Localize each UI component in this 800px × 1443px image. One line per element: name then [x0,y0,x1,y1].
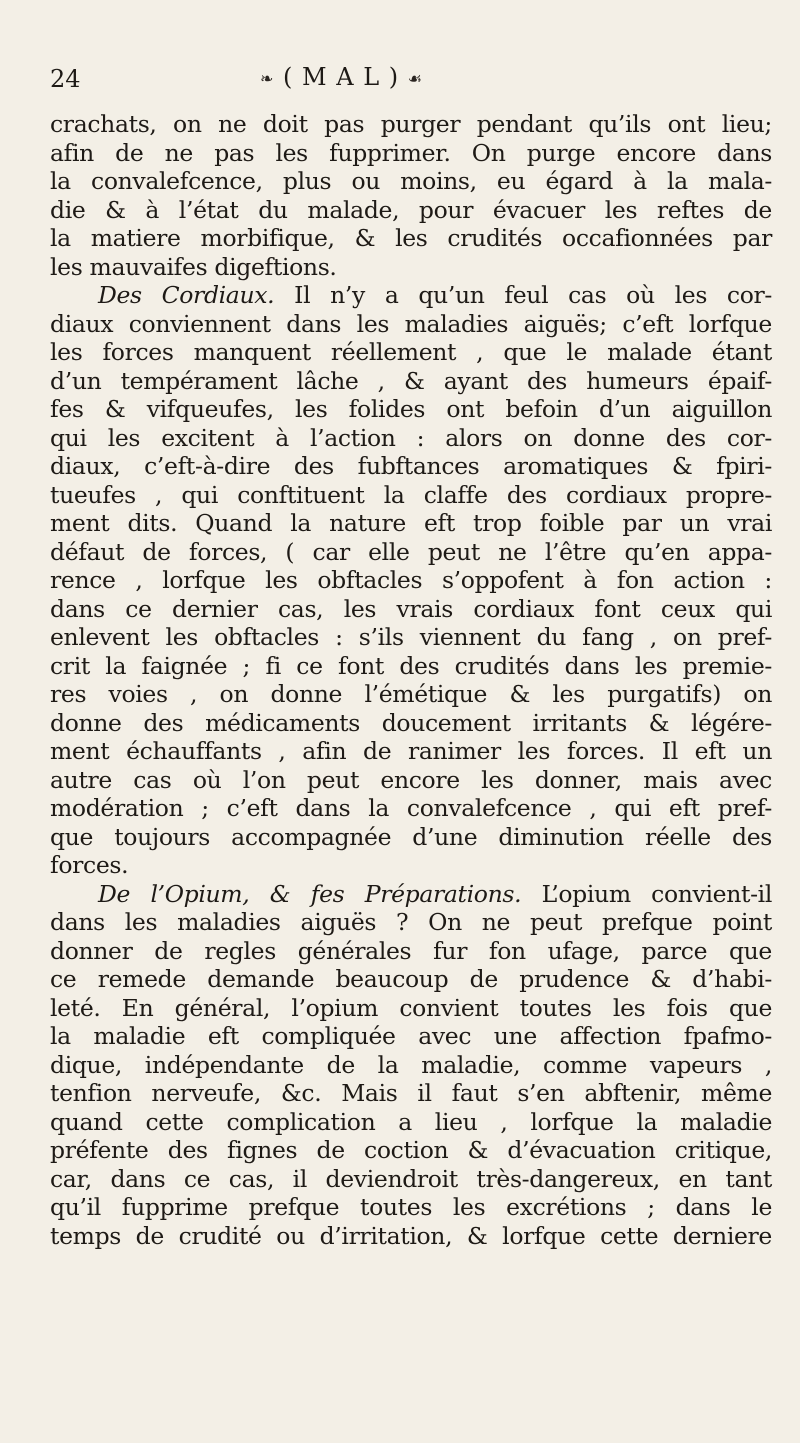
line-text: tenfion nerveufe, &c. Mais il faut s’en abftenir, même [50,1079,772,1107]
line-text: dique, indépendante de la maladie, comme vapeurs , [50,1050,772,1079]
line-text: la maladie eft compliquée avec une affection fpafmo- [50,1022,772,1050]
line-text: fes & vifqueufes, les folides ont befoin d’un aiguillon [50,395,772,423]
line-text: afin de ne pas les fupprimer. On purge encore dans [50,138,772,167]
line-text: car, dans ce cas, il deviendroit très-dangereux, en tant [50,1164,772,1193]
line-text: temps de crudité ou d’irritation, & lorfque cette derniere [50,1221,772,1250]
text-line [50,766,772,795]
text-line [50,139,772,168]
line-text: dans les maladies aiguës ? On ne peut prefque point [50,908,772,936]
book-page [50,58,772,1250]
line-text: ment échauffants , afin de ranimer les forces. Il eft un [50,737,772,765]
text-line [50,538,772,567]
line-text: forces. [50,851,129,879]
line-text: die & à l’état du malade, pour évacuer les reftes de [50,195,772,224]
text-line [50,338,772,367]
line-text: donner de regles générales fur fon ufage, parce que [50,936,772,965]
line-text: Il n’y a qu’un feul cas où les cor- [274,281,772,309]
text-line [50,680,772,709]
text-line [50,424,772,453]
text-line [50,481,772,510]
line-text: autre cas où l’on peut encore les donner, mais avec [50,765,772,794]
text-line [50,1165,772,1194]
text-line [50,1051,772,1080]
text-line [50,253,772,282]
text-line [50,623,772,652]
line-text: la convalefcence, plus ou moins, eu égard à la mala- [50,167,772,195]
text-line [50,452,772,481]
right-ornament-icon: ☙ [407,68,424,88]
line-text: ce remede demande beaucoup de prudence & d’habi- [50,965,772,993]
line-text: leté. En général, l’opium convient toutes les fois que [50,993,772,1022]
line-text: défaut de forces, ( car elle peut ne l’être qu’en appa- [50,537,772,566]
line-text: L’opium convient-il [521,879,773,908]
text-line [50,395,772,424]
line-text: qui les excitent à l’action : alors on donne des cor- [50,423,772,452]
line-text: donne des médicaments doucement irritants & légére- [50,708,772,737]
line-text: la matiere morbifique, & les crudités occafionnées par [50,224,772,252]
text-line [50,1108,772,1137]
line-text: enlevent les obftacles : s’ils viennent du fang , on pref- [50,623,772,651]
line-text: les mauvaifes digeftions. [50,252,337,281]
text-line [50,965,772,994]
text-line [50,281,772,310]
text-line [50,880,772,909]
page-number: 24 [50,65,81,93]
left-ornament-icon: ❧ [260,68,275,88]
page-header [50,58,772,104]
line-text: tueufes , qui conftituent la claffe des cordiaux propre- [50,480,772,509]
line-text: d’un tempérament lâche , & ayant des humeurs épaif- [50,366,772,395]
text-line [50,652,772,681]
line-text: modération ; c’eft dans la convalefcence , qui eft pref- [50,794,772,822]
text-line [50,509,772,538]
text-line [50,1193,772,1222]
line-text: res voies , on donne l’émétique & les purgatifs) on [50,680,772,708]
line-text: les forces manquent réellement , que le malade étant [50,338,772,366]
line-text: qu’il fupprime prefque toutes les excrétions ; dans le [50,1193,772,1221]
line-text: crit la faignée ; fi ce font des crudités dans les premie- [50,651,772,680]
text-line [50,1222,772,1251]
line-text: ment dits. Quand la nature eft trop foible par un vrai [50,509,772,537]
line-text: crachats, on ne doit pas purger pendant qu’ils ont lieu; [50,110,772,138]
text-line [50,908,772,937]
text-line [50,737,772,766]
line-text: préfente des fignes de coction & d’évacuation critique, [50,1136,772,1164]
body-text [50,110,772,1250]
text-line [50,823,772,852]
text-line [50,367,772,396]
text-line [50,224,772,253]
text-line [50,167,772,196]
section-title: Des Cordiaux. [98,281,275,309]
text-line [50,1136,772,1165]
line-text: dans ce dernier cas, les vrais cordiaux font ceux qui [50,594,772,623]
text-line [50,709,772,738]
line-text: diaux conviennent dans les maladies aiguës; c’eft lorfque [50,309,772,338]
running-head [260,62,423,94]
running-head-text: ( M A L ) [283,63,400,91]
text-line [50,794,772,823]
line-text: que toujours accompagnée d’une diminution réelle des [50,822,772,851]
section-title: De l’Opium, & fes Préparations. [98,879,522,908]
text-line [50,196,772,225]
line-text: diaux, c’eft-à-dire des fubftances aromatiques & fpiri- [50,452,772,480]
text-line [50,1079,772,1108]
text-line [50,851,772,880]
text-line [50,566,772,595]
text-line [50,994,772,1023]
text-line [50,1022,772,1051]
line-text: rence , lorfque les obftacles s’oppofent à fon action : [50,566,772,594]
text-line [50,937,772,966]
text-line [50,110,772,139]
line-text: quand cette complication a lieu , lorfque la maladie [50,1107,772,1136]
text-line [50,595,772,624]
text-line [50,310,772,339]
